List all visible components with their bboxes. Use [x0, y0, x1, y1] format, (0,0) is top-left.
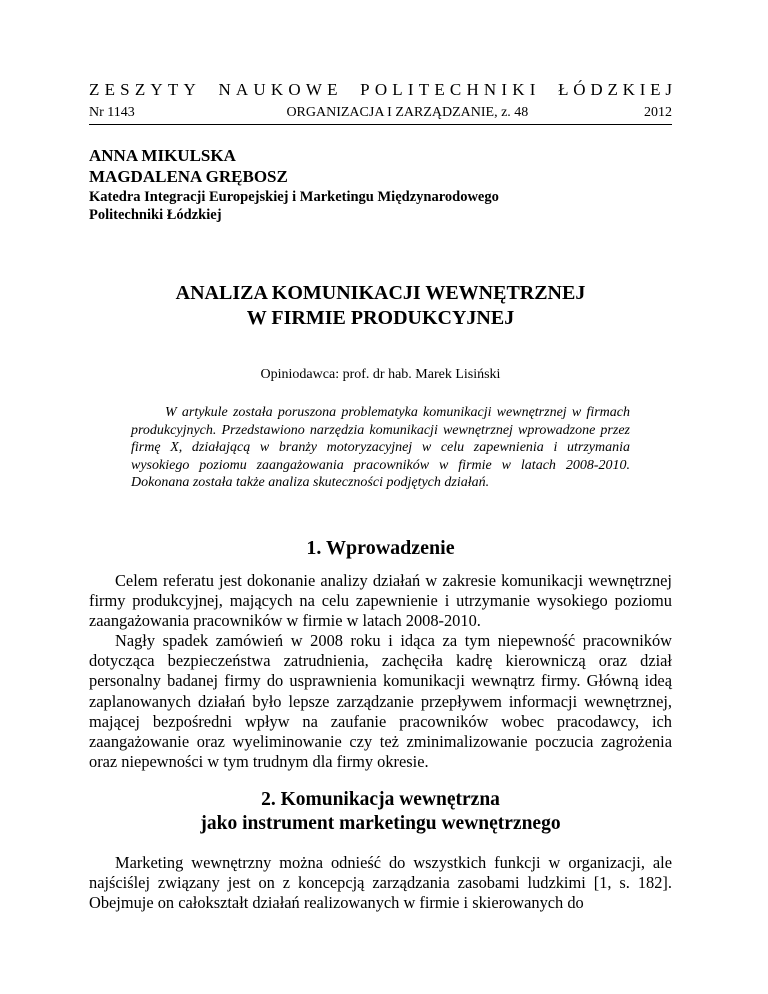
series-name: ORGANIZACJA I ZARZĄDZANIE, z. 48	[286, 105, 529, 120]
affiliation	[89, 188, 649, 224]
affiliation-line: Katedra Integracji Europejskiej i Marketingu Międzynarodowego	[89, 189, 499, 205]
reviewer: Opiniodawca: prof. dr hab. Marek Lisiński	[260, 367, 501, 382]
journal-word: POLITECHNIKI	[360, 80, 541, 99]
heading-line: jako instrument marketingu wewnętrznego	[200, 813, 561, 834]
author-name: MAGDALENA GRĘBOSZ	[89, 167, 288, 186]
affiliation-line: Politechniki Łódzkiej	[89, 207, 222, 223]
journal-title	[89, 80, 677, 100]
year: 2012	[643, 105, 672, 120]
section-heading	[89, 788, 672, 836]
abstract: W artykule została poruszona problematyka komunikacji wewnętrznej w firmach produkcyjnych. Przedstawiono narzędzia komunikacji wewnętrznej wprowadzone przez firmę X, działającą w branży motoryzacyjnej w celu zapewnienia i utrzymania wysokiego poziomu zaangażowania pracowników w firmie w latach 2008-2010. Dokonana została także analiza skuteczności podjętych działań.	[131, 405, 630, 491]
paragraph: Celem referatu jest dokonanie analizy działań w zakresie komunikacji wewnętrznej firmy produkcyjnej, mających na celu zapewnienie i utrzymanie wysokiego poziomu zaangażowania pracowników w firmie w latach 2008-2010.	[89, 571, 672, 631]
paper-title	[89, 281, 672, 331]
journal-word: ŁÓDZKIEJ	[558, 80, 677, 99]
journal-word: ZESZYTY	[89, 80, 201, 99]
paragraph: Marketing wewnętrzny można odnieść do wszystkich funkcji w organizacji, ale najściślej związany jest on z koncepcją zarządzania zasobami ludzkimi [1, s. 182]. Obejmuje on całokształt działań realizowanych w firmie i skierowanych do	[89, 853, 672, 913]
title-line: W FIRMIE PRODUKCYJNEJ	[246, 307, 515, 329]
heading-line: 2. Komunikacja wewnętrzna	[261, 789, 500, 810]
journal-meta-line	[89, 105, 672, 125]
paragraph: Nagły spadek zamówień w 2008 roku i idąca za tym niepewność pracowników dotycząca bezpieczeństwa zatrudnienia, zachęciła kadrę kierowniczą oraz dział personalny badanej firmy do usprawnienia komunikacji wewnątrz firmy. Główną ideą zaplanowanych działań było lepsze zarządzanie przepływem informacji wewnętrznej, mającej bezpośredni wpływ na zaufanie pracowników wobec pracodawcy, ich zaangażowanie oraz wyeliminowanie czy też zminimalizowanie poczucia zagrożenia oraz niepewności w tym trudnym dla firmy okresie.	[89, 631, 672, 772]
issue-number: Nr 1143	[89, 105, 135, 120]
journal-word: NAUKOWE	[218, 80, 343, 99]
authors	[89, 145, 288, 187]
section-heading: 1. Wprowadzenie	[306, 537, 455, 559]
author-name: ANNA MIKULSKA	[89, 146, 236, 165]
title-line: ANALIZA KOMUNIKACJI WEWNĘTRZNEJ	[175, 282, 586, 304]
